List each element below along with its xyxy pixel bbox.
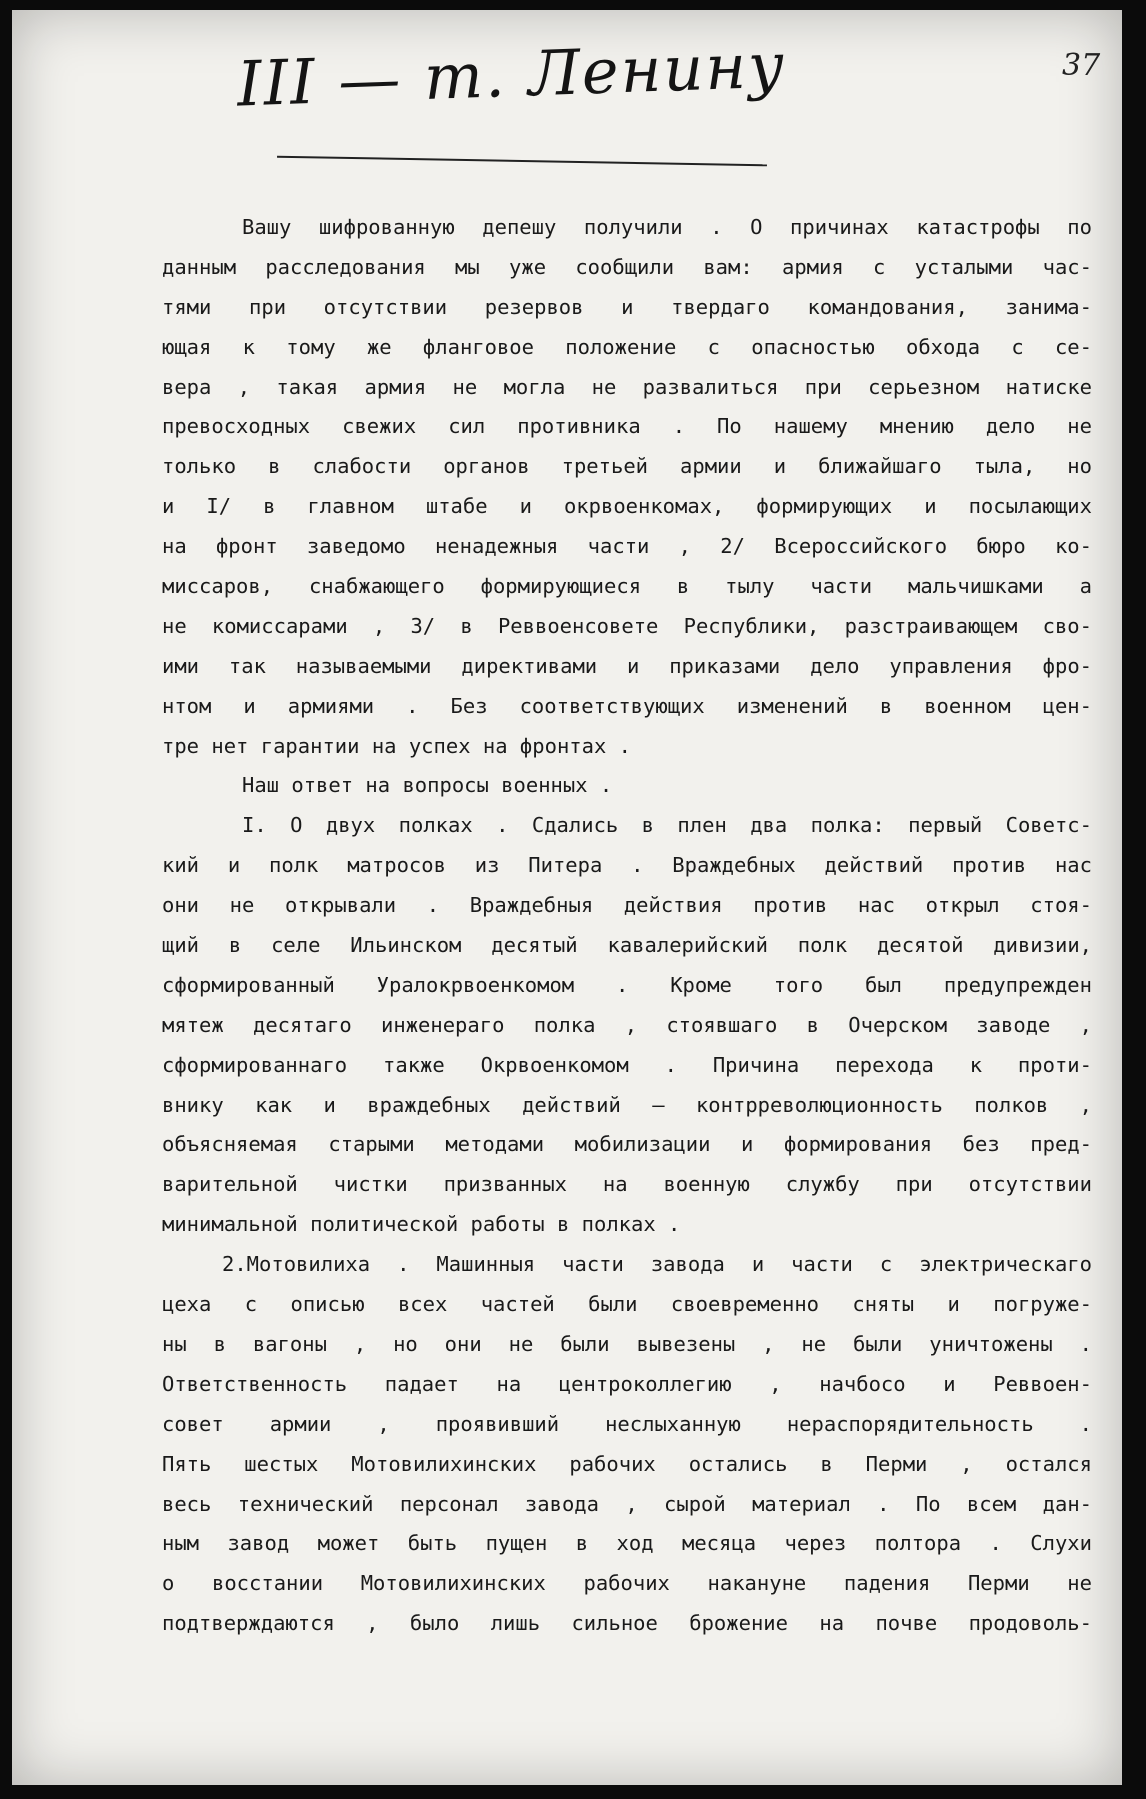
heading-underline bbox=[277, 156, 767, 167]
text-line: минимальной политической работы в полках . bbox=[162, 1212, 681, 1237]
text-line: варительной чистки призванных на военную службу при отсутствии bbox=[162, 1172, 1092, 1197]
text-line: не комиссарами , 3/ в Реввоенсовете Республики, разстраивающем сво- bbox=[162, 613, 1092, 638]
text-line: Вашу шифрованную депешу получили . О причинах катастрофы по bbox=[242, 215, 1092, 239]
text-line: подтверждаются , было лишь сильное брожение на почве продоволь- bbox=[162, 1611, 1092, 1636]
text-line: нтом и армиями . Без соответствующих изменений в военном цен- bbox=[162, 693, 1092, 718]
text-line: щий в селе Ильинском десятый кавалерийский полк десятой дивизии, bbox=[162, 933, 1092, 958]
text-line: они не открывали . Враждебныя действия против нас открыл стоя- bbox=[162, 893, 1092, 918]
text-line: I. О двух полках . Сдались в плен два полка: первый Советс- bbox=[242, 813, 1092, 838]
text-line: совет армии , проявивший неслыханную нераспорядительность . bbox=[162, 1411, 1092, 1436]
text-line: на фронт заведомо ненадежныя части , 2/ Всероссийского бюро ко- bbox=[162, 534, 1092, 559]
text-line: тями при отсутствии резервов и твердаго командования, занима- bbox=[162, 294, 1092, 319]
text-line: превосходных свежих сил противника . По нашему мнению дело не bbox=[162, 414, 1092, 439]
text-line: Наш ответ на вопросы военных . bbox=[242, 773, 613, 798]
text-line: внику как и враждебных действий — контрреволюционность полков , bbox=[162, 1092, 1092, 1117]
text-line: сформированнаго также Окрвоенкомом . Причина перехода к проти- bbox=[162, 1052, 1092, 1077]
text-line: кий и полк матросов из Питера . Враждебных действий против нас bbox=[162, 853, 1092, 878]
text-line: объясняемая старыми методами мобилизации и формирования без пред- bbox=[162, 1132, 1092, 1157]
text-line: ющая к тому же фланговое положение с опасностью обхода с се- bbox=[162, 334, 1092, 359]
text-line: о восстании Мотовилихинских рабочих накануне падения Перми не bbox=[162, 1571, 1092, 1596]
document-page bbox=[12, 10, 1122, 1785]
text-line: ным завод может быть пущен в ход месяца через полтора . Слухи bbox=[162, 1531, 1092, 1556]
document-body bbox=[162, 208, 1092, 1644]
text-line: ны в вагоны , но они не были вывезены , не были уничтожены . bbox=[162, 1331, 1092, 1356]
text-line: цеха с описью всех частей были своевременно сняты и погруже- bbox=[162, 1292, 1092, 1317]
text-line: ими так называемыми директивами и приказами дело управления фро- bbox=[162, 653, 1092, 678]
text-line: сформированный Уралокрвоенкомом . Кроме того был предупрежден bbox=[162, 972, 1092, 997]
text-line: 2.Мотовилиха . Машинныя части завода и части с электрическаго bbox=[222, 1252, 1092, 1277]
text-line: мятеж десятаго инженераго полка , стоявшаго в Очерском заводе , bbox=[162, 1012, 1092, 1037]
text-line: Ответственность падает на центроколлегию , начбосо и Реввоен- bbox=[162, 1371, 1092, 1396]
handwritten-heading: III — т. Ленину bbox=[235, 28, 788, 121]
text-line: данным расследования мы уже сообщили вам: армия с усталыми час- bbox=[162, 254, 1092, 279]
page-number: 37 bbox=[1062, 48, 1101, 83]
text-line: тре нет гарантии на успех на фронтах . bbox=[162, 733, 631, 758]
text-line: Пять шестых Мотовилихинских рабочих остались в Перми , остался bbox=[162, 1451, 1092, 1476]
text-line: весь технический персонал завода , сырой материал . По всем дан- bbox=[162, 1491, 1092, 1516]
text-line: вера , такая армия не могла не развалиться при серьезном натиске bbox=[162, 374, 1092, 399]
text-line: только в слабости органов третьей армии и ближайшаго тыла, но bbox=[162, 454, 1092, 479]
text-line: и I/ в главном штабе и окрвоенкомах, формирующих и посылающих bbox=[162, 494, 1092, 519]
text-line: миссаров, снабжающего формирующиеся в тылу части мальчишками а bbox=[162, 574, 1092, 599]
